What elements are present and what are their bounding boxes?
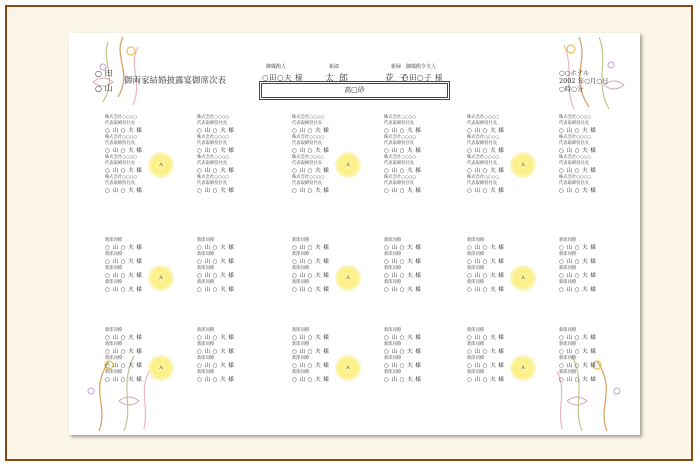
guest-relation: 新郎同僚	[105, 238, 123, 243]
guest-title: 代表取締役社長	[559, 181, 590, 186]
guest-relation: 新郎同僚	[197, 266, 215, 271]
guest-name: ○ 山 ○ 夫 様	[559, 363, 597, 369]
guest-name: ○ 山 ○ 夫 様	[197, 245, 235, 251]
guest-name: ○ 山 ○ 夫 様	[292, 168, 330, 174]
guest-name: ○ 山 ○ 夫 様	[105, 335, 143, 341]
guest-name: ○ 山 ○ 夫 様	[384, 259, 422, 265]
guest-name: ○ 山 ○ 夫 様	[559, 349, 597, 355]
guest-title: 代表取締役社長	[197, 141, 228, 146]
seat-block	[559, 328, 625, 384]
floral-ornament-top-left	[83, 37, 153, 107]
page-frame	[5, 5, 693, 461]
guest-relation: 新郎同僚	[384, 238, 402, 243]
guest-relation: 新郎同僚	[197, 370, 215, 375]
guest-name: ○ 山 ○ 夫 様	[559, 128, 597, 134]
guest-company: 株式会社○○○○	[467, 115, 500, 120]
guest-name: ○ 山 ○ 夫 様	[292, 349, 330, 355]
table-marker: A	[148, 152, 174, 178]
guest-relation: 新郎同僚	[292, 252, 310, 257]
guest-title: 代表取締役社長	[559, 121, 590, 126]
guest-name: ○ 山 ○ 夫 様	[292, 287, 330, 293]
guest-name: ○ 山 ○ 夫 様	[197, 259, 235, 265]
seat-block	[384, 238, 450, 294]
guest-title: 代表取締役社長	[292, 161, 323, 166]
guest-title: 代表取締役社長	[467, 161, 498, 166]
guest-company: 株式会社○○○○	[197, 155, 230, 160]
guest-title: 代表取締役社長	[467, 181, 498, 186]
seat-block	[197, 115, 263, 195]
guest-name: ○ 山 ○ 夫 様	[384, 148, 422, 154]
guest-title: 代表取締役社長	[384, 161, 415, 166]
matchmaker-name: ○田○夫 様	[262, 73, 303, 82]
guest-name: ○ 山 ○ 夫 様	[105, 273, 143, 279]
guest-relation: 新郎同僚	[559, 356, 577, 361]
guest-name: ○ 山 ○ 夫 様	[467, 168, 505, 174]
guest-title: 代表取締役社長	[105, 161, 136, 166]
event-time: ○時○分	[559, 85, 584, 93]
guest-company: 株式会社○○○○	[467, 135, 500, 140]
guest-title: 代表取締役社長	[384, 121, 415, 126]
guest-company: 株式会社○○○○	[197, 175, 230, 180]
guest-title: 代表取締役社長	[105, 181, 136, 186]
table-marker: A	[335, 152, 361, 178]
guest-name: ○ 山 ○ 夫 様	[105, 128, 143, 134]
groom-name: 太 郎	[325, 74, 349, 84]
guest-name: ○ 山 ○ 夫 様	[559, 287, 597, 293]
guest-relation: 新郎同僚	[467, 342, 485, 347]
guest-relation: 新郎同僚	[467, 238, 485, 243]
guest-relation: 新郎同僚	[384, 252, 402, 257]
seat-block	[384, 328, 450, 384]
guest-name: ○ 山 ○ 夫 様	[292, 188, 330, 194]
bride-role: 新婦	[391, 64, 402, 70]
family-name-1: ○ 田	[95, 69, 113, 78]
guest-relation: 新郎同僚	[467, 356, 485, 361]
guest-name: ○ 山 ○ 夫 様	[559, 335, 597, 341]
guest-company: 株式会社○○○○	[467, 175, 500, 180]
guest-company: 株式会社○○○○	[197, 135, 230, 140]
guest-relation: 新郎同僚	[559, 342, 577, 347]
guest-name: ○ 山 ○ 夫 様	[559, 273, 597, 279]
guest-relation: 新郎同僚	[105, 280, 123, 285]
guest-relation: 新郎同僚	[292, 238, 310, 243]
family-name-2: ○ 山	[95, 84, 113, 93]
guest-company: 株式会社○○○○	[467, 155, 500, 160]
guest-name: ○ 山 ○ 夫 様	[559, 259, 597, 265]
guest-relation: 新郎同僚	[292, 342, 310, 347]
groom-role: 新郎	[329, 64, 340, 70]
guest-name: ○ 山 ○ 夫 様	[384, 377, 422, 383]
guest-relation: 新郎同僚	[105, 252, 123, 257]
guest-relation: 新郎同僚	[292, 328, 310, 333]
chart-title: 御両家結婚披露宴御席次表	[124, 76, 227, 86]
guest-relation: 新郎同僚	[467, 280, 485, 285]
guest-name: ○ 山 ○ 夫 様	[197, 168, 235, 174]
guest-name: ○ 山 ○ 夫 様	[384, 335, 422, 341]
guest-name: ○ 山 ○ 夫 様	[105, 245, 143, 251]
guest-relation: 新郎同僚	[559, 266, 577, 271]
guest-relation: 新郎同僚	[197, 252, 215, 257]
guest-name: ○ 山 ○ 夫 様	[292, 245, 330, 251]
guest-name: ○ 山 ○ 夫 様	[292, 363, 330, 369]
guest-name: ○ 山 ○ 夫 様	[384, 168, 422, 174]
table-marker: A	[510, 355, 536, 381]
guest-relation: 新郎同僚	[559, 370, 577, 375]
guest-relation: 新郎同僚	[384, 356, 402, 361]
guest-relation: 新郎同僚	[197, 328, 215, 333]
guest-relation: 新郎同僚	[197, 342, 215, 347]
matchmaker-wife-name: ○田○子 様	[402, 73, 443, 82]
guest-name: ○ 山 ○ 夫 様	[197, 273, 235, 279]
guest-company: 株式会社○○○○	[384, 115, 417, 120]
guest-relation: 新郎同僚	[467, 328, 485, 333]
guest-name: ○ 山 ○ 夫 様	[559, 188, 597, 194]
guest-relation: 新郎同僚	[384, 370, 402, 375]
table-marker: A	[148, 355, 174, 381]
guest-relation: 新郎同僚	[292, 370, 310, 375]
guest-name: ○ 山 ○ 夫 様	[292, 259, 330, 265]
seat-block	[197, 238, 263, 294]
guest-name: ○ 山 ○ 夫 様	[197, 188, 235, 194]
guest-name: ○ 山 ○ 夫 様	[559, 377, 597, 383]
guest-name: ○ 山 ○ 夫 様	[559, 245, 597, 251]
guest-relation: 新郎同僚	[559, 238, 577, 243]
guest-relation: 新郎同僚	[105, 328, 123, 333]
guest-name: ○ 山 ○ 夫 様	[467, 128, 505, 134]
guest-company: 株式会社○○○○	[292, 135, 325, 140]
guest-relation: 新郎同僚	[384, 328, 402, 333]
guest-name: ○ 山 ○ 夫 様	[197, 128, 235, 134]
guest-company: 株式会社○○○○	[105, 135, 138, 140]
guest-title: 代表取締役社長	[197, 161, 228, 166]
guest-company: 株式会社○○○○	[105, 175, 138, 180]
table-marker: A	[510, 152, 536, 178]
guest-name: ○ 山 ○ 夫 様	[467, 259, 505, 265]
table-marker: A	[335, 355, 361, 381]
guest-company: 株式会社○○○○	[292, 155, 325, 160]
guest-name: ○ 山 ○ 夫 様	[384, 188, 422, 194]
guest-name: ○ 山 ○ 夫 様	[197, 349, 235, 355]
event-date: 2002 年○月○日	[559, 77, 609, 85]
guest-name: ○ 山 ○ 夫 様	[105, 377, 143, 383]
guest-name: ○ 山 ○ 夫 様	[467, 349, 505, 355]
guest-name: ○ 山 ○ 夫 様	[559, 168, 597, 174]
guest-relation: 新郎同僚	[292, 266, 310, 271]
guest-name: ○ 山 ○ 夫 様	[467, 273, 505, 279]
guest-name: ○ 山 ○ 夫 様	[197, 335, 235, 341]
guest-title: 代表取締役社長	[197, 181, 228, 186]
venue-room-box: 高□砂	[261, 83, 448, 98]
guest-name: ○ 山 ○ 夫 様	[384, 128, 422, 134]
guest-relation: 新郎同僚	[292, 356, 310, 361]
guest-name: ○ 山 ○ 夫 様	[292, 377, 330, 383]
guest-relation: 新郎同僚	[467, 370, 485, 375]
guest-title: 代表取締役社長	[105, 141, 136, 146]
guest-title: 代表取締役社長	[384, 141, 415, 146]
guest-name: ○ 山 ○ 夫 様	[197, 377, 235, 383]
seat-block	[384, 115, 450, 195]
seat-block	[559, 115, 625, 195]
guest-relation: 新郎同僚	[559, 280, 577, 285]
guest-company: 株式会社○○○○	[384, 155, 417, 160]
guest-name: ○ 山 ○ 夫 様	[467, 245, 505, 251]
guest-name: ○ 山 ○ 夫 様	[197, 363, 235, 369]
guest-name: ○ 山 ○ 夫 様	[467, 363, 505, 369]
guest-company: 株式会社○○○○	[105, 155, 138, 160]
guest-name: ○ 山 ○ 夫 様	[105, 259, 143, 265]
guest-relation: 新郎同僚	[559, 252, 577, 257]
guest-name: ○ 山 ○ 夫 様	[105, 287, 143, 293]
guest-title: 代表取締役社長	[292, 141, 323, 146]
guest-name: ○ 山 ○ 夫 様	[384, 287, 422, 293]
guest-name: ○ 山 ○ 夫 様	[467, 188, 505, 194]
guest-name: ○ 山 ○ 夫 様	[105, 148, 143, 154]
table-marker: A	[510, 265, 536, 291]
seat-block	[559, 238, 625, 294]
guest-name: ○ 山 ○ 夫 様	[384, 363, 422, 369]
guest-title: 代表取締役社長	[197, 121, 228, 126]
guest-company: 株式会社○○○○	[197, 115, 230, 120]
hotel-name: ○○ホテル	[559, 69, 590, 77]
seating-chart-sheet	[69, 33, 640, 435]
guest-relation: 新郎同僚	[384, 342, 402, 347]
guest-name: ○ 山 ○ 夫 様	[384, 245, 422, 251]
guest-title: 代表取締役社長	[559, 161, 590, 166]
guest-name: ○ 山 ○ 夫 様	[105, 363, 143, 369]
guest-company: 株式会社○○○○	[384, 135, 417, 140]
guest-name: ○ 山 ○ 夫 様	[105, 168, 143, 174]
guest-company: 株式会社○○○○	[559, 175, 592, 180]
guest-relation: 新郎同僚	[105, 266, 123, 271]
guest-title: 代表取締役社長	[559, 141, 590, 146]
guest-relation: 新郎同僚	[105, 342, 123, 347]
guest-relation: 新郎同僚	[559, 328, 577, 333]
guest-relation: 新郎同僚	[292, 280, 310, 285]
guest-name: ○ 山 ○ 夫 様	[384, 273, 422, 279]
guest-title: 代表取締役社長	[292, 121, 323, 126]
guest-name: ○ 山 ○ 夫 様	[384, 349, 422, 355]
guest-name: ○ 山 ○ 夫 様	[197, 287, 235, 293]
guest-company: 株式会社○○○○	[105, 115, 138, 120]
guest-name: ○ 山 ○ 夫 様	[105, 188, 143, 194]
guest-title: 代表取締役社長	[292, 181, 323, 186]
guest-relation: 新郎同僚	[384, 266, 402, 271]
guest-name: ○ 山 ○ 夫 様	[467, 377, 505, 383]
guest-relation: 新郎同僚	[197, 280, 215, 285]
matchmaker-role: 御媒酌人	[266, 64, 287, 70]
guest-company: 株式会社○○○○	[559, 155, 592, 160]
guest-name: ○ 山 ○ 夫 様	[292, 335, 330, 341]
guest-name: ○ 山 ○ 夫 様	[197, 148, 235, 154]
guest-name: ○ 山 ○ 夫 様	[467, 148, 505, 154]
guest-relation: 新郎同僚	[467, 252, 485, 257]
guest-title: 代表取締役社長	[467, 141, 498, 146]
guest-relation: 新郎同僚	[197, 238, 215, 243]
table-marker: A	[335, 265, 361, 291]
guest-name: ○ 山 ○ 夫 様	[292, 128, 330, 134]
guest-name: ○ 山 ○ 夫 様	[467, 287, 505, 293]
matchmaker-wife-role: 御媒酌令夫人	[406, 64, 437, 70]
guest-company: 株式会社○○○○	[559, 135, 592, 140]
guest-name: ○ 山 ○ 夫 様	[292, 148, 330, 154]
guest-relation: 新郎同僚	[197, 356, 215, 361]
guest-name: ○ 山 ○ 夫 様	[467, 335, 505, 341]
guest-name: ○ 山 ○ 夫 様	[105, 349, 143, 355]
guest-company: 株式会社○○○○	[559, 115, 592, 120]
guest-title: 代表取締役社長	[105, 121, 136, 126]
guest-title: 代表取締役社長	[467, 121, 498, 126]
guest-relation: 新郎同僚	[467, 266, 485, 271]
guest-company: 株式会社○○○○	[292, 115, 325, 120]
guest-company: 株式会社○○○○	[384, 175, 417, 180]
guest-title: 代表取締役社長	[384, 181, 415, 186]
guest-name: ○ 山 ○ 夫 様	[292, 273, 330, 279]
guest-company: 株式会社○○○○	[292, 175, 325, 180]
table-marker: A	[148, 265, 174, 291]
guest-name: ○ 山 ○ 夫 様	[559, 148, 597, 154]
guest-relation: 新郎同僚	[105, 370, 123, 375]
guest-relation: 新郎同僚	[384, 280, 402, 285]
bride-name: 花 子	[385, 74, 409, 84]
seat-block	[197, 328, 263, 384]
guest-relation: 新郎同僚	[105, 356, 123, 361]
